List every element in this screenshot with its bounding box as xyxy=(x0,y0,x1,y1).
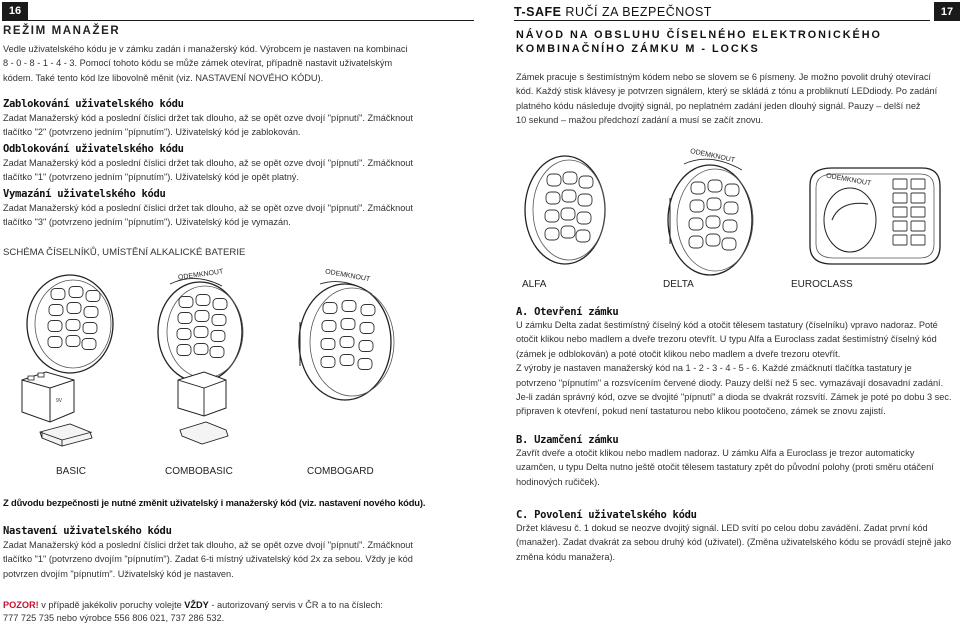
odemknout-label: ODEMKNOUT xyxy=(324,268,371,284)
section-body xyxy=(516,521,954,564)
page-number-right: 17 xyxy=(934,2,960,21)
manager-intro xyxy=(3,42,443,85)
section-line: potvrzeno "pípnutím" a rozsvícením červené diody. Pauzy delší než 5 sec. vymazávají dosavadní zadání. xyxy=(516,377,944,388)
odemknout-label: ODEMKNOUT xyxy=(689,147,736,165)
caption-basic: BASIC xyxy=(56,466,87,477)
odemknout-label: ODEMKNOUT xyxy=(825,172,872,188)
section-line: (zámek je odblokován) a poté otočit klikou nebo madlem a dveře trezoru otevřít. xyxy=(516,348,841,359)
section-heading: Vymazání uživatelského kódu xyxy=(3,187,166,200)
pozor-text-before: v případě jakékoliv poruchy volejte xyxy=(38,600,185,610)
section-heading: A. Otevření zámku xyxy=(516,306,619,318)
section-line: změna kódu manažera). xyxy=(516,551,616,562)
section-line: tlačítko "1" (potvrzeno jedním "pípnutím"). Uživatelský kód je opět platný. xyxy=(3,172,299,183)
schema-title: SCHÉMA ČÍSELNÍKŮ, UMÍSTĚNÍ ALKALICKÉ BATERIE xyxy=(3,247,246,258)
combogard-keypad-illustration xyxy=(299,268,394,400)
caption-combogard: COMBOGARD xyxy=(307,466,374,477)
battery-label: 9V xyxy=(56,398,63,404)
caption-combobasic: COMBOBASIC xyxy=(165,466,233,477)
service-notice xyxy=(3,599,443,624)
intro-line: Zámek pracuje s šestimístným kódem nebo se slovem se 6 písmeny. Je možno povolit druhý otevírací xyxy=(516,72,931,82)
section-body xyxy=(3,111,443,140)
intro-line: 10 sekund – mažou předchozí zadání a musí se začít znovu. xyxy=(516,115,764,126)
page-number-left: 16 xyxy=(2,2,28,21)
delta-keypad-illustration xyxy=(668,148,753,275)
manual-title xyxy=(516,28,882,56)
section-line: Zadat Manažerský kód a poslední číslici držet tak dlouho, až se opět ozve dvojí "pípnutí". Zmáčknout xyxy=(3,540,413,550)
manual-title-line: NÁVOD NA OBSLUHU ČÍSELNÉHO ELEKTRONICKÉHO xyxy=(516,29,882,41)
section-body xyxy=(516,318,954,419)
section-body xyxy=(3,156,443,185)
section-line: Z výroby je nastaven manažerský kód na 1 - 2 - 3 - 4 - 5 - 6. Každé zmáčknutí tlačítka tastatury je xyxy=(516,363,912,374)
right-header xyxy=(514,2,960,21)
section-line: uzamčen, u typu Delta nutno ještě otočit tělesem tastatury zpět do původní polohy (proti směru otáčení xyxy=(516,462,934,473)
pozor-brand: VŽDY xyxy=(184,600,209,610)
header-title xyxy=(514,5,934,19)
section-lock xyxy=(516,434,954,489)
section-body xyxy=(516,446,954,489)
pozor-phones: 777 725 735 nebo výrobce 556 806 021, 737 286 532. xyxy=(3,613,225,623)
intro-line: platného kódu následuje dvojitý signál, po neplatném zadání jeden dlouhý signál. Pauzy – delší než xyxy=(516,100,921,111)
battery-illustration xyxy=(22,372,74,422)
section-heading: C. Povolení uživatelského kódu xyxy=(516,509,697,521)
section-line: Je-li zadán správný kód, ozve se dvojité "pípnutí" a dioda se dvakrát rozsvítí. Zámek je poté po dobu 3 sec. xyxy=(516,392,952,403)
header-brand: T-SAFE xyxy=(514,4,562,19)
section-block-user-code xyxy=(3,98,443,229)
section-enable-user-code xyxy=(516,509,954,564)
manual-intro xyxy=(516,70,954,128)
section-line: Držet klávesu č. 1 dokud se neozve dvojitý signál. LED svítí po celou dobu zavádění. Zadat první kód xyxy=(516,523,928,533)
section-line: tlačítko "3" (potvrzeno jedním "pípnutím"). Uživatelský kód je vymazán. xyxy=(3,217,291,228)
basic-keypad-illustration xyxy=(22,275,113,446)
bracket-illustration xyxy=(40,424,92,446)
odemknout-label: ODEMKNOUT xyxy=(177,268,224,282)
section-body xyxy=(3,538,443,581)
section-line: Zavřít dveře a otočit klikou nebo madlem nadoraz. U zámku Alfa a Euroclass je trezor automaticky xyxy=(516,448,915,458)
security-warning: Z důvodu bezpečnosti je nutné změnit uživatelský i manažerský kód (viz. nastavení nového kódu). xyxy=(3,497,426,508)
section-body xyxy=(3,201,443,230)
intro-line: 8 - 0 - 8 - 1 - 4 - 3. Pomocí tohoto kódu se může zámek otevírat, případně nastavit uživatelským xyxy=(3,58,393,69)
section-line: potvrzen dvojím "pípnutím". Uživatelský kód je nastaven. xyxy=(3,568,234,579)
new-code-block xyxy=(3,525,443,581)
intro-line: Vedle uživatelského kódu je v zámku zadán i manažerský kód. Výrobcem je nastaven na kombinaci xyxy=(3,44,408,54)
section-line: Zadat Manažerský kód a poslední číslici držet tak dlouho, až se opět ozve dvojí "pípnutí". Zmáčknout xyxy=(3,202,413,213)
basic-keypad-illustrations xyxy=(0,262,470,462)
intro-line: kódem. Také tento kód lze libovolně měnit (viz. NASTAVENÍ NOVÉHO KÓDU). xyxy=(3,72,324,83)
header-slogan: RUČÍ ZA BEZPEČNOST xyxy=(561,4,712,19)
section-open-lock xyxy=(516,306,954,419)
header-rule xyxy=(514,20,930,21)
section-heading: Odblokování uživatelského kódu xyxy=(3,142,184,155)
mlocks-keypad-illustrations xyxy=(510,140,960,280)
section-line: Zadat Manažerský kód a poslední číslici držet tak dlouho, až se opět ozve dvojí "pípnutí". Zmáčknout xyxy=(3,157,413,168)
section-heading: Nastavení uživatelského kódu xyxy=(3,525,172,537)
section-line: hodinových ručiček). xyxy=(516,476,600,487)
combobasic-keypad-illustration xyxy=(158,268,243,444)
pozor-text-after: - autorizovaný servis v ČR a to na číslech: xyxy=(208,600,383,610)
section-line: Zadat Manažerský kód a poslední číslici držet tak dlouho, až se opět ozve dvojí "pípnutí". Zmáčknout xyxy=(3,113,413,123)
caption-delta: DELTA xyxy=(663,279,694,290)
section-heading: B. Uzamčení zámku xyxy=(516,434,619,446)
left-header xyxy=(2,2,474,21)
caption-euroclass: EUROCLASS xyxy=(791,279,853,290)
intro-line: kód. Každý stisk klávesy je potvrzen signálem, který se skládá z tónu a probliknutí LEDdiody. Po zadání xyxy=(516,86,938,97)
section-line: otočit klikou nebo madlem a dveře trezoru otevřít. U typu Alfa a Euroclass zadat šestimístný číselný kód xyxy=(516,334,937,345)
section-heading: Zablokování uživatelského kódu xyxy=(3,98,184,110)
manager-mode-title: REŽIM MANAŽER xyxy=(3,25,121,37)
pozor-label: POZOR! xyxy=(3,600,39,610)
euroclass-keypad-illustration xyxy=(810,168,940,264)
section-line: U zámku Delta zadat šestimístný číselný kód a otočit tělesem tastatury (číselníku) vpravo nadoraz. Poté xyxy=(516,320,938,330)
section-line: připraven k otevření, pokud není tastaturou nebo klikou pootočeno, zámek se znovu zajistí. xyxy=(516,406,886,417)
caption-alfa: ALFA xyxy=(522,279,547,290)
section-line: (manažer). Zadat dvakrát za sebou druhý kód (uživatel). (Změna uživatelského kódu se provádí stejně jako xyxy=(516,537,952,548)
manual-title-line: KOMBINAČNÍHO ZÁMKU M - LOCKS xyxy=(516,43,760,55)
section-line: tlačítko "1" (potvrzeno dvojím "pípnutím"). Zadat 6-ti místný uživatelský kód 2x za sebou. Vždy je kód xyxy=(3,554,413,565)
alfa-keypad-illustration xyxy=(525,156,605,264)
section-line: tlačítko "2" (potvrzeno jedním "pípnutím"). Uživatelský kód je zablokován. xyxy=(3,127,301,138)
